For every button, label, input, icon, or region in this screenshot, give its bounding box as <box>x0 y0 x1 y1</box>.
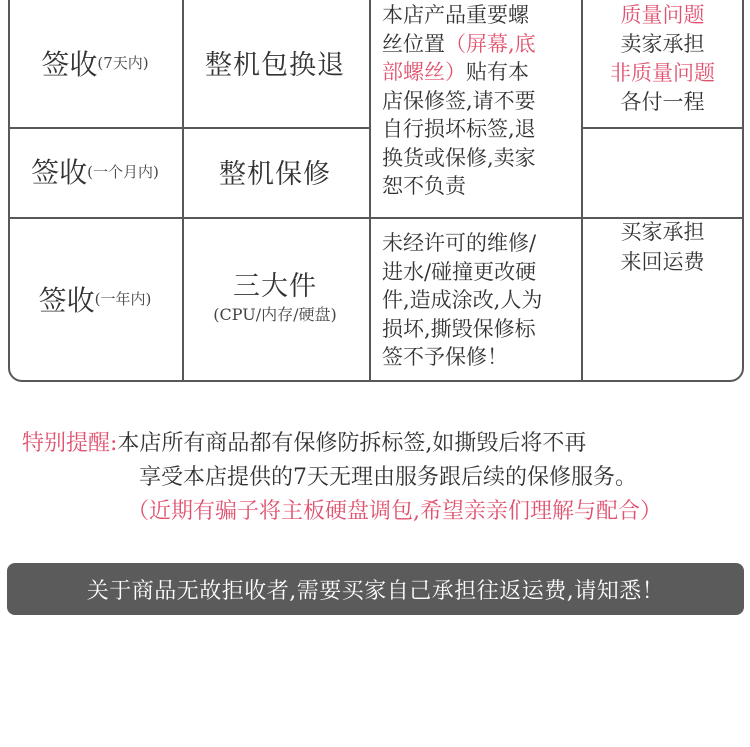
warranty-exclusion-note <box>382 229 582 372</box>
row-label-main: 签收 <box>38 283 95 317</box>
row-label-main: 签收 <box>31 156 88 189</box>
notice-text: 本店所有商品都有保修防拆标签,如撕毁后将不再 <box>117 431 587 456</box>
note-line: 店保修签,请不要 <box>382 88 536 113</box>
notice-label: 特别提醒: <box>22 431 118 456</box>
fee-line: 买家承担 <box>620 220 705 244</box>
shipping-fee-row2 <box>581 217 744 277</box>
seal-note <box>382 1 582 201</box>
policy-text: 整机保修 <box>219 158 331 190</box>
table-row-policy <box>182 127 368 215</box>
note-line: 进水/碰撞更改硬 <box>382 259 537 284</box>
row-label-main: 签收 <box>41 47 98 81</box>
notice-line: 享受本店提供的7天无理由服务跟后续的保修服务。 <box>139 465 637 490</box>
refusal-banner <box>7 563 744 615</box>
fee-line: 卖家承担 <box>620 32 705 56</box>
banner-text: 关于商品无故拒收者,需要买家自己承担往返运费,请知悉！ <box>86 578 665 604</box>
table-row-label <box>10 0 180 125</box>
note-line: 换货或保修,卖家 <box>382 145 536 170</box>
note-line: 自行损坏标签,退 <box>382 117 536 141</box>
note-line: 丝位置（屏幕,底 <box>382 31 536 56</box>
row-label-sub: (7天内) <box>97 54 149 72</box>
note-line: 部螺丝）贴有本 <box>382 60 529 84</box>
notice-warning: （近期有骗子将主板硬盘调包,希望亲亲们理解与配合） <box>127 499 662 524</box>
note-line: 未经许可的维修/ <box>382 231 537 255</box>
table-row-policy <box>182 217 368 380</box>
fee-line-red: 质量问题 <box>620 3 705 27</box>
row-label-sub: (一年内) <box>94 290 152 308</box>
notice-line <box>22 427 742 461</box>
note-red-text: 部螺丝） <box>382 60 466 84</box>
note-line: 恕不负责 <box>382 174 466 198</box>
note-line: 损坏,撕毁保修标 <box>382 316 536 341</box>
note-line: 签不予保修！ <box>382 345 508 369</box>
note-line: 件,造成涂改,人为 <box>382 288 543 312</box>
row-label-sub: (一个月内) <box>87 162 159 181</box>
note-red-text: （屏幕,底 <box>445 31 536 56</box>
table-row-label <box>10 217 180 380</box>
fee-line: 各付一程 <box>620 90 705 114</box>
fee-line: 来回运费 <box>620 250 705 274</box>
fee-line-red: 非质量问题 <box>610 61 715 85</box>
note-line: 本店产品重要螺 <box>382 3 529 27</box>
shipping-fee-row1 <box>581 0 744 125</box>
table-row-label <box>10 127 180 215</box>
special-notice <box>22 427 742 529</box>
table-row-policy <box>182 0 368 125</box>
table-divider <box>369 0 371 382</box>
policy-text: 三大件 <box>233 271 317 302</box>
policy-text: 整机包换退 <box>205 50 345 81</box>
table-divider <box>581 127 744 129</box>
policy-subtext: (CPU/内存/硬盘) <box>213 305 337 324</box>
